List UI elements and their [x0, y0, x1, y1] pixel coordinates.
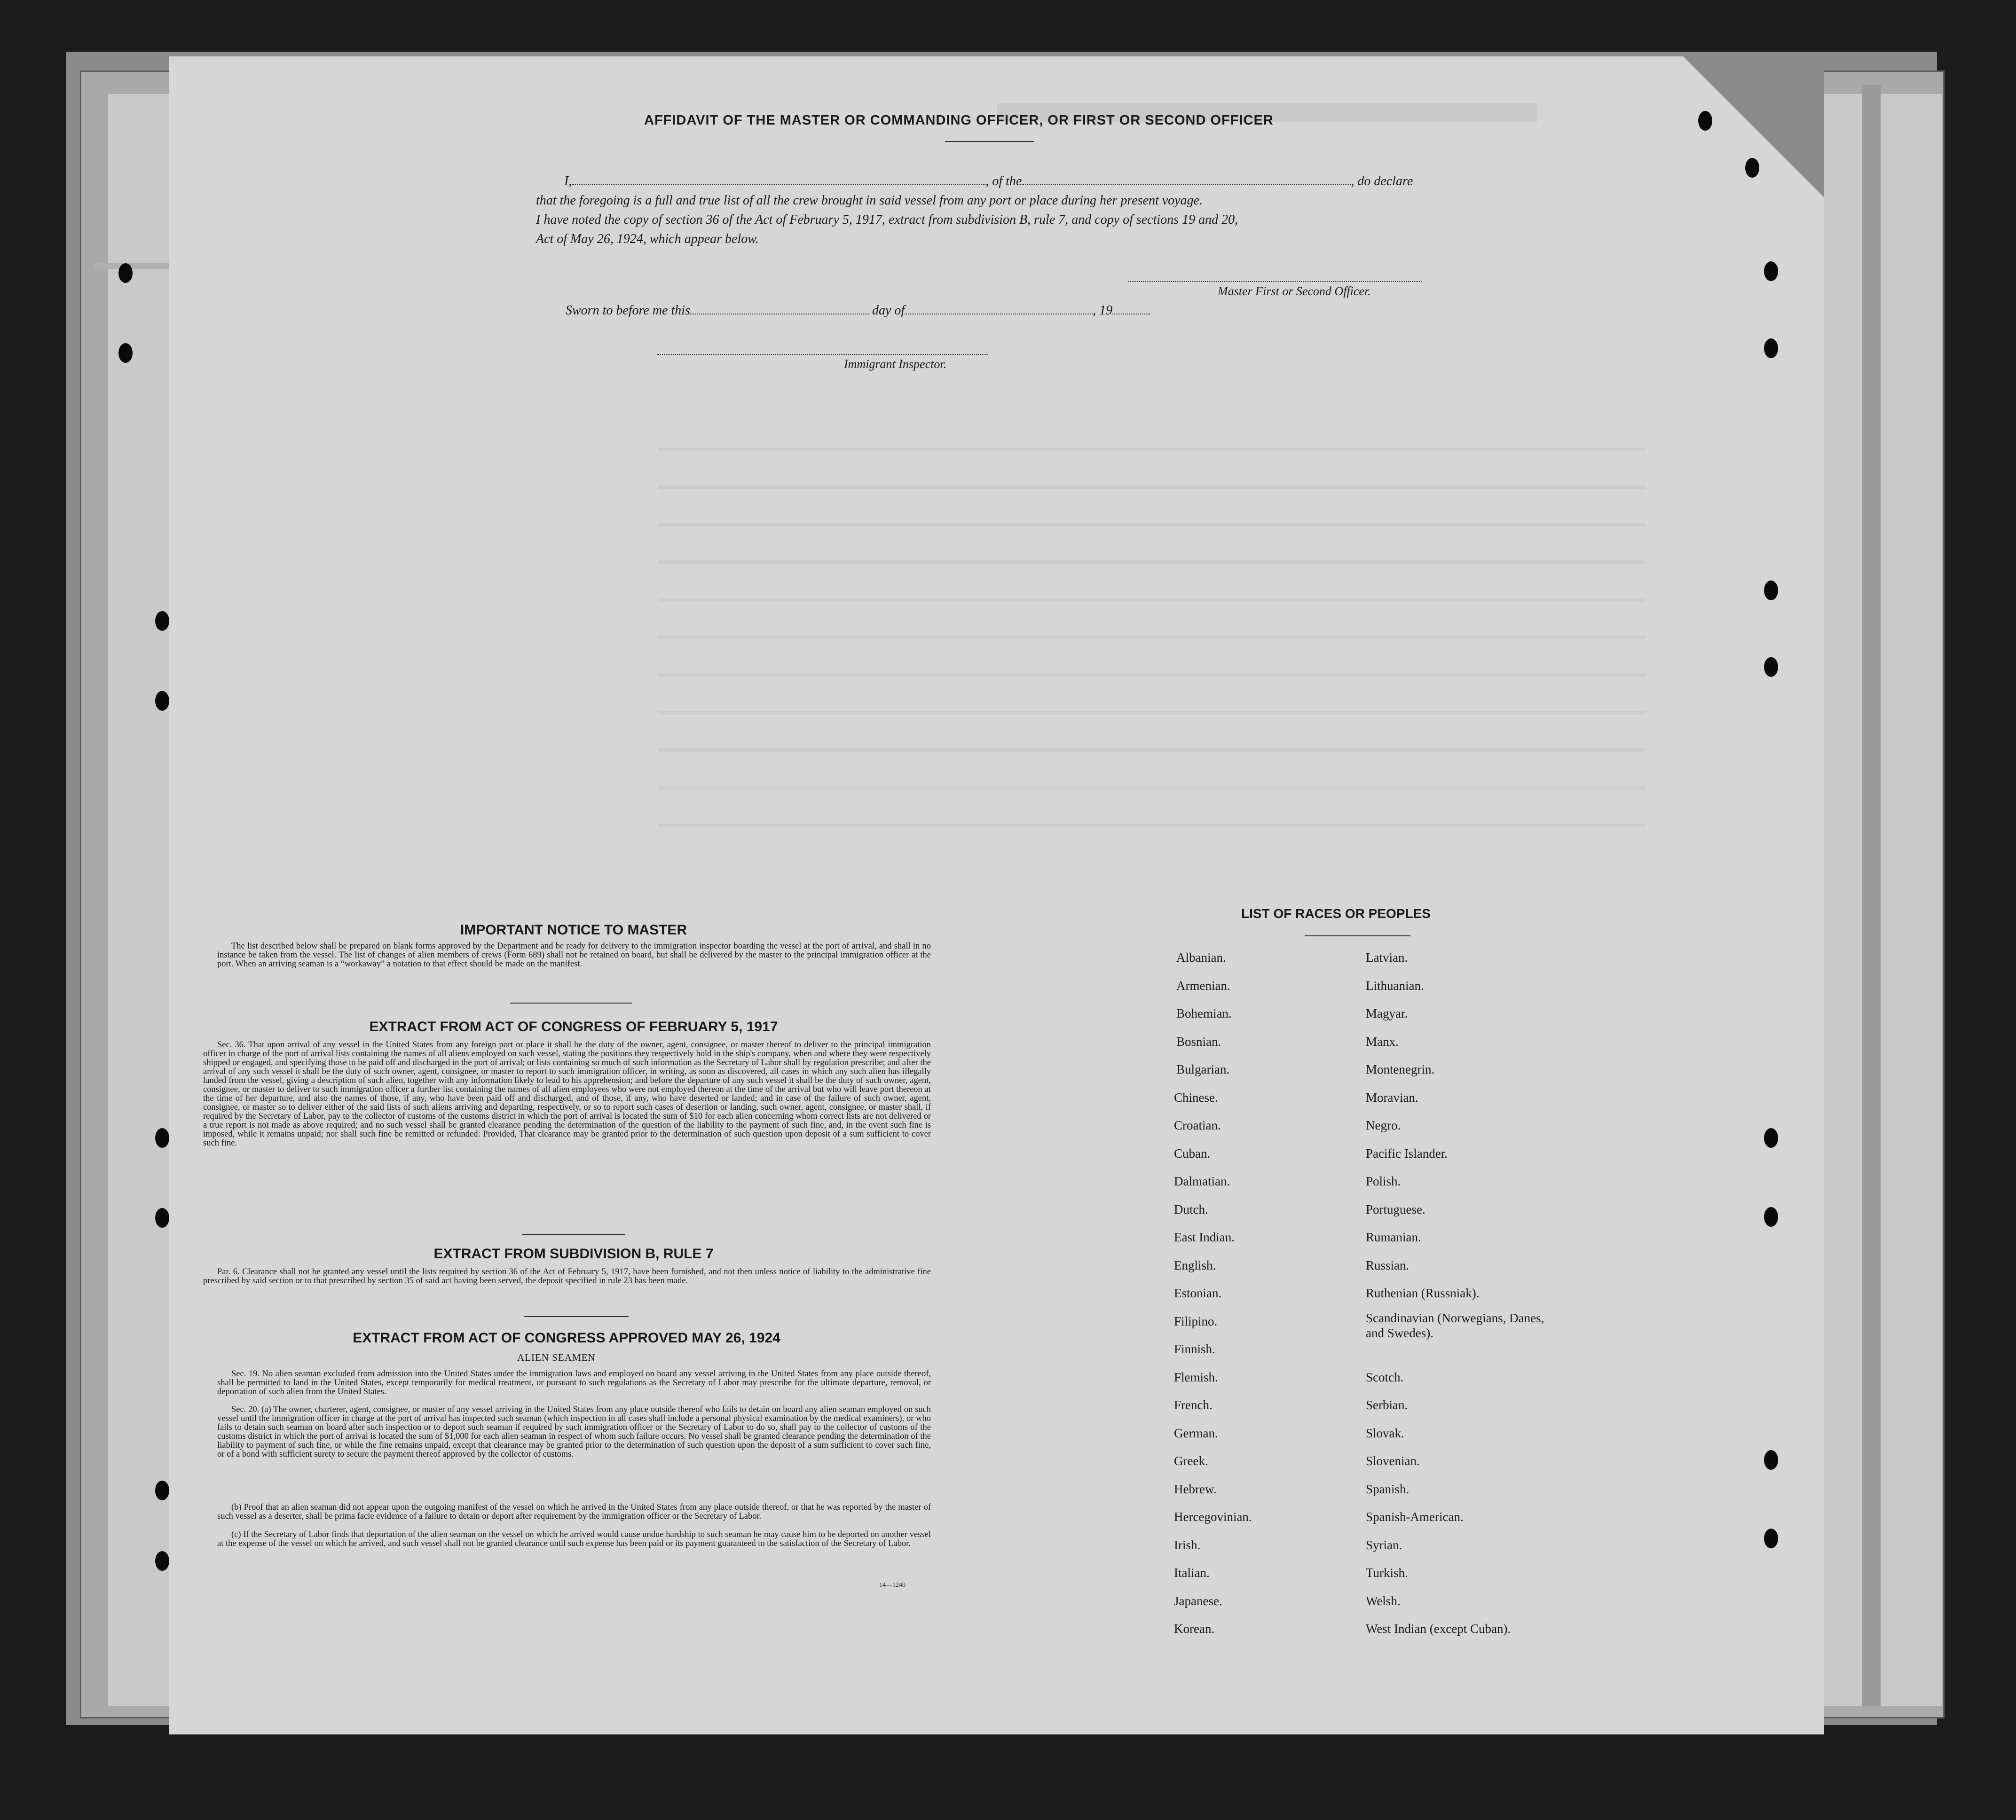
inspector-caption: Immigrant Inspector. — [844, 357, 947, 371]
binder-hole — [1745, 158, 1759, 178]
race-item: Estonian. — [1174, 1286, 1222, 1300]
race-item: Finnish. — [1174, 1342, 1215, 1356]
affidavit-line3: I have noted the copy of section 36 of the Act of February 5, 1917, extract from subdivision B, rule 7, and copy of sections 19 and 20, — [536, 212, 1238, 227]
race-item: Filipino. — [1174, 1314, 1218, 1328]
race-item: Turkish. — [1366, 1566, 1408, 1580]
races-title: LIST OF RACES OR PEOPLES — [1241, 906, 1431, 921]
race-item: Manx. — [1366, 1034, 1399, 1049]
notice-title: IMPORTANT NOTICE TO MASTER — [460, 922, 687, 938]
binder-hole — [1764, 1128, 1778, 1148]
race-item: Greek. — [1174, 1454, 1208, 1468]
race-item: Japanese. — [1174, 1593, 1222, 1608]
binder-hole — [155, 611, 169, 631]
bleed-through-table — [658, 414, 1646, 837]
race-item: Italian. — [1174, 1566, 1210, 1580]
sec19-text: Sec. 19. No alien seaman excluded from admission into the United States under the immigration laws and employed on board any vessel arriving in the United States from any place outside thereof, shall be permitted to land in the United States, except temporarily for medical treatment, or pursuant to such regulations as the Secretary of Labor may prescribe for the ultimate departure, removal, or deportation of such alien from the United States. — [217, 1369, 931, 1396]
race-item: Ruthenian (Russniak). — [1366, 1286, 1480, 1300]
extract-1917-title: EXTRACT FROM ACT OF CONGRESS OF FEBRUARY 5, 1917 — [369, 1019, 778, 1035]
race-item: Polish. — [1366, 1174, 1401, 1188]
year-label: , 19 — [1093, 303, 1113, 318]
race-item: Albanian. — [1176, 950, 1226, 965]
form-number: 14—1240 — [879, 1582, 906, 1589]
race-item: Dutch. — [1174, 1202, 1208, 1216]
alien-seamen-subtitle: ALIEN SEAMEN — [517, 1352, 596, 1363]
page-edge-stripe — [94, 263, 174, 269]
sworn-line — [566, 303, 1150, 318]
race-item: Armenian. — [1176, 978, 1230, 993]
binder-hole — [155, 1481, 169, 1500]
affidavit-declare: , do declare — [1351, 174, 1413, 188]
affidavit-line4: Act of May 26, 1924, which appear below. — [536, 232, 759, 246]
binder-hole — [1764, 1207, 1778, 1227]
race-item: Bulgarian. — [1176, 1062, 1230, 1076]
race-item: Montenegrin. — [1366, 1062, 1435, 1076]
binder-hole — [1764, 581, 1778, 600]
race-item: Spanish-American. — [1366, 1510, 1464, 1524]
race-item: Dalmatian. — [1174, 1174, 1230, 1188]
race-item: Syrian. — [1366, 1538, 1402, 1552]
binder-hole — [155, 1551, 169, 1571]
race-item: Scotch. — [1366, 1370, 1404, 1384]
race-item: Negro. — [1366, 1118, 1401, 1132]
race-item: French. — [1174, 1398, 1213, 1412]
affidavit-body — [536, 172, 1448, 249]
race-item: German. — [1174, 1426, 1218, 1440]
sec20b-text: (b) Proof that an alien seaman did not appear upon the outgoing manifest of the vessel on which he arrived in the United States from any place outside thereof, or that he was reported by the master of such vessel as a deserter, shall be prima facie evidence of a failure to detain or deport after requirement by the immigration officer or the Secretary of Labor. — [217, 1503, 931, 1521]
race-item: Irish. — [1174, 1538, 1201, 1552]
race-item: Korean. — [1174, 1622, 1215, 1636]
extract-1924-title: EXTRACT FROM ACT OF CONGRESS APPROVED MAY 26, 1924 — [353, 1330, 780, 1346]
binder-hole — [1764, 657, 1778, 677]
race-item: Bosnian. — [1176, 1034, 1221, 1049]
inspector-signature-line[interactable] — [657, 354, 988, 355]
race-item: Croatian. — [1174, 1118, 1221, 1132]
extract-1917-body: Sec. 36. That upon arrival of any vessel in the United States from any foreign port or place it shall be the duty of the owner, agent, consignee, or master thereof to deliver to the principal immigration officer in charge of the port of arrival lists containing the names of all aliens employed on such vessel, stating the positions they respectively hold in the ship's company, when and where they were respectively shipped or engaged, and specifying those to be paid off and discharged in the port of arrival; or lists containing so much of such information as the Secretary of Labor shall by regulation prescribe; and after the arrival of any such vessel it shall be the duty of such owner, agent, consignee, or master to report to such immigration officer, in writing, as soon as discovered, all cases in which any such alien has illegally landed from the vessel, giving a description of such alien, together with any information likely to lead to his apprehension; and before the departure of any such vessel it shall be the duty of such owner, agent, consignee, or master to deliver to such immigration officer a further list containing the names of all alien employees who were not employed thereon at the time of the arrival but who will leave port thereon at the time of her departure, and also the names of those, if any, who have been paid off and discharged, and of those, if any, who have deserted or landed; and in case of the failure of such owner, agent, consignee, or master so to deliver either of the said lists of such aliens arriving and departing, respectively, or so to report such cases of desertion or landing, such owner, agent, consignee, or master shall, if required by the Secretary of Labor, pay to the collector of customs of the customs district in which the port of arrival is located the sum of $10 for each alien concerning whom correct lists are not delivered or a true report is not made as above required; and no such vessel shall be granted clearance pending the determination of the question of the liability to the payment of such fine, and, in the event such fine is imposed, while it remains unpaid; nor shall such fine be remitted or refunded: Provided, That clearance may be granted prior to the determination of such question upon deposit of a sum sufficient to cover such fine. — [203, 1040, 931, 1148]
sec20c-text: (c) If the Secretary of Labor finds that deportation of the alien seaman on the vessel on which he arrived would cause undue hardship to such seaman he may cause him to be deported on another vessel at the expense of the vessel on which he arrived, and such vessel shall not be granted clearance until such expense has been paid or its payment guaranteed to the satisfaction of the Secretary of Labor. — [217, 1530, 931, 1548]
race-item: Bohemian. — [1176, 1006, 1232, 1020]
binder-hole — [155, 1128, 169, 1148]
vessel-blank[interactable] — [1022, 184, 1351, 185]
affidavit-i: I, — [564, 174, 572, 188]
race-item: Serbian. — [1366, 1398, 1408, 1412]
race-item: Chinese. — [1174, 1090, 1218, 1105]
divider — [524, 1316, 629, 1317]
sworn-label: Sworn to before me this — [566, 303, 690, 318]
day-of-label: day of — [872, 303, 905, 318]
race-item: Hebrew. — [1174, 1482, 1217, 1496]
affidavit-of-the: , of the — [985, 174, 1022, 188]
binder-hole — [155, 1208, 169, 1228]
race-item: Portuguese. — [1366, 1202, 1425, 1216]
rule7-body: Par. 6. Clearance shall not be granted any vessel until the lists required by section 36 of the Act of February 5, 1917, have been furnished, and not then unless notice of liability to the administrative fine prescribed by said section or to that prescribed by section 35 of said act having been served, the deposit specified in rule 23 has been made. — [203, 1267, 931, 1286]
affidavit-title: AFFIDAVIT OF THE MASTER OR COMMANDING OFFICER, OR FIRST OR SECOND OFFICER — [644, 113, 1274, 128]
race-item: Scandinavian (Norwegians, Danes, and Swedes). — [1366, 1310, 1544, 1340]
race-item: Pacific Islander. — [1366, 1146, 1448, 1161]
sec20a-text: Sec. 20. (a) The owner, charterer, agent, consignee, or master of any vessel arriving in the United States from any place outside thereof who fails to detain on board any alien seaman employed on such vessel until the immigration officer in charge at the port of arrival has inspected such seaman (which inspection in all cases shall include a personal physical examination by the medical examiners), or who fails to detain such seaman on board after such inspection or to deport such seaman if required by such immigration officer or the Secretary of Labor to do so, shall pay to the collector of customs of the customs district in which the port of arrival is located the sum of $1,000 for each alien seaman in respect of whom such failure occurs. No vessel shall be granted clearance pending the determination of the liability to payment of such fine, or while the fine remains unpaid, except that clearance may be granted prior to the determination of such question upon the deposit of a sum sufficient to cover such fine, or of a bond with sufficient surety to secure the payment thereof approved by the collector of customs. — [217, 1405, 931, 1459]
affidavit-line2: that the foregoing is a full and true list of all the crew brought in said vessel from any port or place during her present voyage. — [536, 193, 1203, 208]
divider — [522, 1234, 625, 1235]
master-signature-line[interactable] — [1128, 281, 1422, 282]
binder-hole — [1764, 261, 1778, 281]
race-item: Rumanian. — [1366, 1230, 1421, 1244]
race-item: West Indian (except Cuban). — [1366, 1622, 1511, 1636]
binder-hole — [155, 691, 169, 711]
divider — [1305, 935, 1410, 936]
race-item: Slovenian. — [1366, 1454, 1420, 1468]
master-caption: Master First or Second Officer. — [1218, 284, 1371, 298]
binder-hole — [1764, 338, 1778, 358]
race-item: Welsh. — [1366, 1593, 1401, 1608]
name-blank[interactable] — [572, 184, 985, 185]
divider — [945, 141, 1034, 142]
rule7-title: EXTRACT FROM SUBDIVISION B, RULE 7 — [433, 1246, 714, 1262]
binder-hole — [1764, 1450, 1778, 1470]
race-item: Moravian. — [1366, 1090, 1418, 1105]
race-item: East Indian. — [1174, 1230, 1235, 1244]
notice-body: The list described below shall be prepared on blank forms approved by the Department and be ready for delivery to the immigration inspector boarding the vessel at the port of arrival, and shall in no instance be taken from the vessel. The list of changes of alien members of crews (Form 689) shall not be retained on board, but shall be delivered by the master to the principal immigration officer at the port. When an arriving seaman is a “workaway” a notation to that effect should be made on the manifest. — [217, 941, 931, 969]
race-item: Lithuanian. — [1366, 978, 1424, 993]
right-page-edge — [1862, 85, 1881, 1706]
race-item: Flemish. — [1174, 1370, 1218, 1384]
race-item: English. — [1174, 1258, 1216, 1272]
race-item: Hercegovinian. — [1174, 1510, 1252, 1524]
binder-hole — [118, 263, 133, 283]
race-item: Spanish. — [1366, 1482, 1410, 1496]
divider — [510, 1003, 632, 1004]
binder-hole — [118, 343, 133, 363]
race-item: Cuban. — [1174, 1146, 1211, 1161]
binder-hole — [1764, 1529, 1778, 1548]
race-item: Russian. — [1366, 1258, 1410, 1272]
race-item: Latvian. — [1366, 950, 1408, 965]
race-item: Magyar. — [1366, 1006, 1408, 1020]
race-item: Slovak. — [1366, 1426, 1404, 1440]
binder-hole — [1698, 111, 1712, 131]
